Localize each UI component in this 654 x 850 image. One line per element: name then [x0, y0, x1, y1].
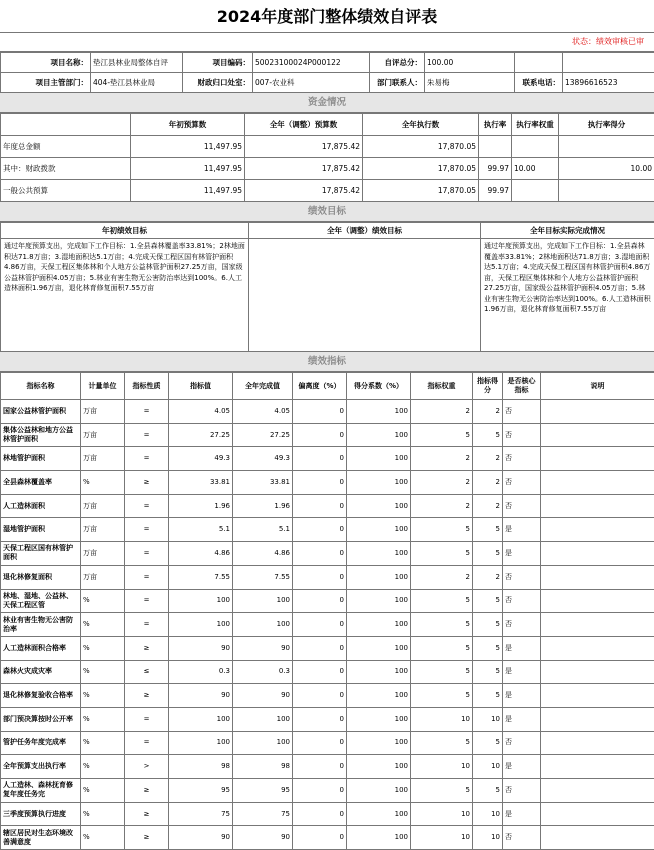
funds-table: [0, 113, 654, 202]
indicator-name: 林业有害生物无公害防治率: [1, 613, 81, 637]
indicator-deviation: 0: [293, 660, 347, 684]
indicator-deviation: 0: [293, 400, 347, 424]
indicator-header-10: 说明: [541, 373, 654, 400]
indicator-target: 90: [169, 684, 233, 708]
indicator-weight: 5: [411, 684, 473, 708]
indicator-target: 4.86: [169, 542, 233, 566]
project-name-label: 项目名称：: [1, 53, 91, 73]
indicator-weight: 5: [411, 636, 473, 660]
indicator-score: 10: [473, 826, 503, 850]
indicator-note: [541, 826, 654, 850]
table-row: [1, 779, 654, 803]
funds-row-rate: 99.97: [479, 158, 512, 180]
indicator-core: 否: [503, 826, 541, 850]
indicator-actual: 0.3: [233, 660, 293, 684]
indicator-deviation: 0: [293, 684, 347, 708]
indicator-note: [541, 802, 654, 826]
table-row: [1, 660, 654, 684]
indicator-name: 退化林修复验收合格率: [1, 684, 81, 708]
indicator-core: 是: [503, 707, 541, 731]
table-row: [1, 471, 654, 495]
table-row: [1, 400, 654, 424]
funds-header-0: [1, 114, 131, 136]
funds-row-score: [559, 136, 654, 158]
indicator-unit: 万亩: [81, 542, 125, 566]
indicator-weight: 5: [411, 779, 473, 803]
indicator-core: 是: [503, 636, 541, 660]
indicator-name: 退化林修复面积: [1, 565, 81, 589]
indicator-actual: 90: [233, 826, 293, 850]
contact-value: 朱易梅: [425, 73, 515, 93]
indicator-unit: 万亩: [81, 423, 125, 447]
indicator-note: [541, 518, 654, 542]
indicator-core: 否: [503, 565, 541, 589]
indicator-nature: ≥: [125, 802, 169, 826]
indicator-note: [541, 613, 654, 637]
indicator-weight: 2: [411, 494, 473, 518]
indicator-unit: %: [81, 779, 125, 803]
indicator-weight: 2: [411, 400, 473, 424]
indicator-deviation: 0: [293, 731, 347, 755]
indicator-note: [541, 447, 654, 471]
funds-row-rate: 99.97: [479, 180, 512, 202]
funds-header-6: 执行率得分: [559, 114, 654, 136]
indicator-nature: ≥: [125, 636, 169, 660]
indicator-core: 是: [503, 802, 541, 826]
indicator-nature: =: [125, 518, 169, 542]
indicator-coefficient: 100: [347, 494, 411, 518]
indicator-target: 100: [169, 731, 233, 755]
indicator-core: 否: [503, 779, 541, 803]
indicator-actual: 95: [233, 779, 293, 803]
office-value: 007-农业科: [253, 73, 370, 93]
indicator-note: [541, 400, 654, 424]
indicator-deviation: 0: [293, 826, 347, 850]
indicator-actual: 1.96: [233, 494, 293, 518]
indicator-name: 集体公益林和地方公益林管护面积: [1, 423, 81, 447]
indicator-note: [541, 589, 654, 613]
indicator-deviation: 0: [293, 589, 347, 613]
funds-header-4: 执行率: [479, 114, 512, 136]
indicator-deviation: 0: [293, 707, 347, 731]
indicator-unit: %: [81, 660, 125, 684]
indicator-name: 辖区居民对生态环境改善满意度: [1, 826, 81, 850]
indicator-unit: %: [81, 755, 125, 779]
table-row: [1, 447, 654, 471]
indicator-unit: %: [81, 707, 125, 731]
status-badge: 状态：绩效审核已审: [0, 33, 654, 52]
indicator-header-3: 指标值: [169, 373, 233, 400]
indicator-score: 2: [473, 494, 503, 518]
table-row: [1, 707, 654, 731]
indicator-note: [541, 731, 654, 755]
indicator-name: 森林火灾成灾率: [1, 660, 81, 684]
indicator-name: 国家公益林管护面积: [1, 400, 81, 424]
indicator-actual: 75: [233, 802, 293, 826]
indicator-target: 4.05: [169, 400, 233, 424]
funds-row-initial: 11,497.95: [131, 136, 245, 158]
indicator-header-9: 是否核心指标: [503, 373, 541, 400]
funds-row-rate: [479, 136, 512, 158]
indicator-nature: ≥: [125, 826, 169, 850]
indicator-unit: %: [81, 731, 125, 755]
indicator-weight: 10: [411, 755, 473, 779]
indicator-core: 是: [503, 660, 541, 684]
indicator-coefficient: 100: [347, 707, 411, 731]
funds-section-title: 资金情况: [0, 93, 654, 113]
indicator-core: 是: [503, 542, 541, 566]
indicator-header-2: 指标性质: [125, 373, 169, 400]
indicator-core: 否: [503, 471, 541, 495]
indicator-target: 33.81: [169, 471, 233, 495]
indicator-coefficient: 100: [347, 755, 411, 779]
indicator-weight: 5: [411, 613, 473, 637]
indicator-weight: 10: [411, 826, 473, 850]
funds-row-initial: 11,497.95: [131, 180, 245, 202]
indicator-name: 全年预算支出执行率: [1, 755, 81, 779]
indicator-coefficient: 100: [347, 684, 411, 708]
funds-row-executed: 17,870.05: [363, 180, 479, 202]
indicator-note: [541, 779, 654, 803]
indicator-target: 0.3: [169, 660, 233, 684]
funds-row-adjusted: 17,875.42: [245, 136, 363, 158]
indicator-target: 98: [169, 755, 233, 779]
indicator-target: 90: [169, 636, 233, 660]
indicator-coefficient: 100: [347, 447, 411, 471]
indicator-target: 100: [169, 613, 233, 637]
indicator-coefficient: 100: [347, 542, 411, 566]
indicator-score: 2: [473, 400, 503, 424]
indicator-core: 否: [503, 447, 541, 471]
indicator-note: [541, 707, 654, 731]
indicator-deviation: 0: [293, 518, 347, 542]
indicator-score: 5: [473, 518, 503, 542]
indicator-header-0: 指标名称: [1, 373, 81, 400]
indicator-score: 5: [473, 613, 503, 637]
indicator-deviation: 0: [293, 613, 347, 637]
project-code-value: 50023100024P000122: [253, 53, 370, 73]
indicator-deviation: 0: [293, 779, 347, 803]
indicator-target: 5.1: [169, 518, 233, 542]
funds-row-name: 年度总金额: [1, 136, 131, 158]
indicator-core: 是: [503, 684, 541, 708]
dept-value: 404-垫江县林业局: [91, 73, 183, 93]
funds-row-executed: 17,870.05: [363, 158, 479, 180]
indicator-actual: 4.86: [233, 542, 293, 566]
dept-label: 项目主管部门：: [1, 73, 91, 93]
indicator-coefficient: 100: [347, 613, 411, 637]
funds-row-initial: 11,497.95: [131, 158, 245, 180]
indicator-coefficient: 100: [347, 660, 411, 684]
indicator-coefficient: 100: [347, 423, 411, 447]
indicators-table: [0, 372, 654, 850]
indicator-target: 90: [169, 826, 233, 850]
indicator-deviation: 0: [293, 494, 347, 518]
indicator-name: 三季度预算执行进度: [1, 802, 81, 826]
score-value: 100.00: [425, 53, 515, 73]
funds-row-adjusted: 17,875.42: [245, 158, 363, 180]
indicator-name: 人工造林、森林抚育修复年度任务完: [1, 779, 81, 803]
indicator-score: 5: [473, 636, 503, 660]
funds-row-name: 一般公共预算: [1, 180, 131, 202]
table-row: [1, 826, 654, 850]
indicator-coefficient: 100: [347, 565, 411, 589]
indicator-actual: 4.05: [233, 400, 293, 424]
indicator-note: [541, 755, 654, 779]
indicator-header-5: 偏离度（%）: [293, 373, 347, 400]
indicator-score: 5: [473, 542, 503, 566]
indicator-unit: %: [81, 589, 125, 613]
indicator-unit: 万亩: [81, 565, 125, 589]
indicator-target: 27.25: [169, 423, 233, 447]
funds-row-weight: 10.00: [512, 158, 559, 180]
table-row: [1, 613, 654, 637]
table-row: [1, 589, 654, 613]
indicator-unit: 万亩: [81, 494, 125, 518]
indicator-actual: 27.25: [233, 423, 293, 447]
funds-row-executed: 17,870.05: [363, 136, 479, 158]
indicator-weight: 5: [411, 660, 473, 684]
indicator-deviation: 0: [293, 542, 347, 566]
goals-section-title: 绩效目标: [0, 202, 654, 222]
table-row: [1, 731, 654, 755]
indicator-weight: 2: [411, 447, 473, 471]
indicator-nature: =: [125, 542, 169, 566]
indicator-name: 湿地管护面积: [1, 518, 81, 542]
indicator-target: 100: [169, 589, 233, 613]
indicator-name: 林地管护面积: [1, 447, 81, 471]
project-code-label: 项目编码：: [183, 53, 253, 73]
indicator-core: 否: [503, 494, 541, 518]
indicator-score: 10: [473, 755, 503, 779]
indicator-core: 否: [503, 731, 541, 755]
indicator-nature: >: [125, 755, 169, 779]
indicator-score: 5: [473, 684, 503, 708]
table-row: [1, 518, 654, 542]
funds-header-1: 年初预算数: [131, 114, 245, 136]
indicator-core: 否: [503, 589, 541, 613]
funds-row-score: 10.00: [559, 158, 654, 180]
indicator-coefficient: 100: [347, 589, 411, 613]
indicator-name: 林地、湿地、公益林、天保工程区管: [1, 589, 81, 613]
indicator-actual: 5.1: [233, 518, 293, 542]
goals-actual-text: 通过年度预算支出，完成如下工作目标：1.全县森林覆盖率33.81%；2林地面积达71.8万亩；3.湿地面积达5.1万亩；4.完成天保工程区国有林管护面积4.86万亩，天保工程区集体林和个人地方公益林管护面积27.25万亩，国家级公益林管护面积4.05万亩；5.林业有害生物无公害防治率达到100%。6.人工造林面积1.96万亩，退化林育修复面积7.55万亩: [481, 239, 654, 352]
indicator-coefficient: 100: [347, 636, 411, 660]
indicator-nature: =: [125, 731, 169, 755]
indicator-actual: 100: [233, 707, 293, 731]
indicator-note: [541, 660, 654, 684]
indicator-weight: 5: [411, 518, 473, 542]
score-label: 自评总分：: [370, 53, 425, 73]
indicator-actual: 49.3: [233, 447, 293, 471]
indicator-actual: 100: [233, 613, 293, 637]
indicator-score: 2: [473, 471, 503, 495]
goals-header-initial: 年初绩效目标: [1, 223, 249, 239]
funds-row-weight: [512, 180, 559, 202]
table-row: [1, 542, 654, 566]
phone-value: 13896616523: [563, 73, 654, 93]
indicator-target: 100: [169, 707, 233, 731]
indicator-weight: 2: [411, 471, 473, 495]
indicator-deviation: 0: [293, 636, 347, 660]
indicator-deviation: 0: [293, 471, 347, 495]
indicator-nature: =: [125, 565, 169, 589]
indicator-coefficient: 100: [347, 731, 411, 755]
indicator-name: 管护任务年度完成率: [1, 731, 81, 755]
indicator-note: [541, 565, 654, 589]
indicator-score: 10: [473, 707, 503, 731]
indicator-coefficient: 100: [347, 779, 411, 803]
page-title: 2024年度部门整体绩效自评表: [0, 0, 654, 33]
goals-table: [0, 222, 654, 352]
indicator-actual: 98: [233, 755, 293, 779]
table-row: [1, 423, 654, 447]
indicator-score: 2: [473, 447, 503, 471]
indicator-core: 是: [503, 755, 541, 779]
contact-label: 部门联系人：: [370, 73, 425, 93]
indicator-coefficient: 100: [347, 518, 411, 542]
table-row: [1, 636, 654, 660]
indicator-weight: 2: [411, 565, 473, 589]
funds-row-adjusted: 17,875.42: [245, 180, 363, 202]
goals-header-adjusted: 全年（调整）绩效目标: [249, 223, 481, 239]
indicator-note: [541, 636, 654, 660]
goals-header-actual: 全年目标实际完成情况: [481, 223, 654, 239]
indicator-name: 人工造林面积合格率: [1, 636, 81, 660]
indicator-nature: ≥: [125, 779, 169, 803]
indicator-core: 是: [503, 518, 541, 542]
funds-row-weight: [512, 136, 559, 158]
funds-row-score: [559, 180, 654, 202]
indicator-unit: 万亩: [81, 400, 125, 424]
indicator-weight: 5: [411, 542, 473, 566]
indicator-deviation: 0: [293, 565, 347, 589]
funds-header-5: 执行率权重: [512, 114, 559, 136]
indicator-coefficient: 100: [347, 826, 411, 850]
table-row: [1, 565, 654, 589]
indicator-score: 5: [473, 423, 503, 447]
indicator-weight: 5: [411, 731, 473, 755]
indicator-core: 否: [503, 423, 541, 447]
indicator-score: 5: [473, 660, 503, 684]
indicator-note: [541, 471, 654, 495]
indicator-name: 全县森林覆盖率: [1, 471, 81, 495]
indicator-score: 10: [473, 802, 503, 826]
indicator-deviation: 0: [293, 802, 347, 826]
indicator-note: [541, 494, 654, 518]
indicator-nature: ≤: [125, 660, 169, 684]
goals-adjusted-text: [249, 239, 481, 352]
indicator-score: 5: [473, 779, 503, 803]
indicator-nature: ≥: [125, 684, 169, 708]
indicator-actual: 7.55: [233, 565, 293, 589]
funds-row-name: 其中：财政拨款: [1, 158, 131, 180]
indicator-target: 75: [169, 802, 233, 826]
funds-header-2: 全年（调整）预算数: [245, 114, 363, 136]
indicator-score: 5: [473, 589, 503, 613]
indicator-target: 7.55: [169, 565, 233, 589]
indicator-actual: 33.81: [233, 471, 293, 495]
indicator-unit: %: [81, 471, 125, 495]
indicator-nature: =: [125, 494, 169, 518]
indicator-unit: %: [81, 636, 125, 660]
office-label: 财政归口处室：: [183, 73, 253, 93]
indicator-coefficient: 100: [347, 400, 411, 424]
indicator-actual: 100: [233, 589, 293, 613]
indicator-actual: 100: [233, 731, 293, 755]
indicator-header-6: 得分系数（%）: [347, 373, 411, 400]
indicator-weight: 5: [411, 589, 473, 613]
indicator-unit: 万亩: [81, 447, 125, 471]
indicator-name: 人工造林面积: [1, 494, 81, 518]
indicator-nature: =: [125, 613, 169, 637]
indicator-weight: 10: [411, 707, 473, 731]
goals-initial-text: 通过年度预算支出，完成如下工作目标：1.全县森林覆盖率33.81%；2林地面积达71.8万亩；3.湿地面积达5.1万亩；4.完成天保工程区国有林管护面积4.86万亩，天保工程区集体林和个人地方公益林管护面积27.25万亩，国家级公益林管护面积4.05万亩；5.林业有害生物无公害防治率达到100%。6.人工造林面积1.96万亩，退化林育修复面积7.55万亩: [1, 239, 249, 352]
indicator-unit: %: [81, 826, 125, 850]
indicator-name: 天保工程区国有林管护面积: [1, 542, 81, 566]
indicator-coefficient: 100: [347, 471, 411, 495]
indicator-name: 部门预决算按时公开率: [1, 707, 81, 731]
phone-label: 联系电话：: [515, 73, 563, 93]
indicator-target: 49.3: [169, 447, 233, 471]
indicator-note: [541, 684, 654, 708]
project-info-table: [0, 52, 654, 93]
table-row: [1, 755, 654, 779]
indicator-score: 2: [473, 565, 503, 589]
table-row: [1, 684, 654, 708]
indicator-nature: =: [125, 707, 169, 731]
indicator-deviation: 0: [293, 423, 347, 447]
indicator-core: 否: [503, 400, 541, 424]
indicator-coefficient: 100: [347, 802, 411, 826]
project-name-value: 垫江县林业局整体自评: [91, 53, 183, 73]
indicator-header-7: 指标权重: [411, 373, 473, 400]
indicator-target: 1.96: [169, 494, 233, 518]
indicator-header-1: 计量单位: [81, 373, 125, 400]
indicator-nature: ≥: [125, 471, 169, 495]
indicator-unit: 万亩: [81, 518, 125, 542]
indicator-nature: =: [125, 589, 169, 613]
indicator-nature: =: [125, 423, 169, 447]
indicator-weight: 10: [411, 802, 473, 826]
table-row: [1, 494, 654, 518]
indicator-actual: 90: [233, 636, 293, 660]
indicator-unit: %: [81, 802, 125, 826]
indicator-unit: %: [81, 684, 125, 708]
indicator-nature: =: [125, 447, 169, 471]
indicator-header-4: 全年完成值: [233, 373, 293, 400]
indicator-score: 5: [473, 731, 503, 755]
indicators-section-title: 绩效指标: [0, 352, 654, 372]
indicator-deviation: 0: [293, 447, 347, 471]
funds-header-3: 全年执行数: [363, 114, 479, 136]
indicator-note: [541, 423, 654, 447]
indicator-unit: %: [81, 613, 125, 637]
indicator-note: [541, 542, 654, 566]
indicator-header-8: 指标得分: [473, 373, 503, 400]
indicator-weight: 5: [411, 423, 473, 447]
indicator-core: 否: [503, 613, 541, 637]
table-row: [1, 802, 654, 826]
indicator-deviation: 0: [293, 755, 347, 779]
indicator-target: 95: [169, 779, 233, 803]
indicator-actual: 90: [233, 684, 293, 708]
indicator-nature: =: [125, 400, 169, 424]
